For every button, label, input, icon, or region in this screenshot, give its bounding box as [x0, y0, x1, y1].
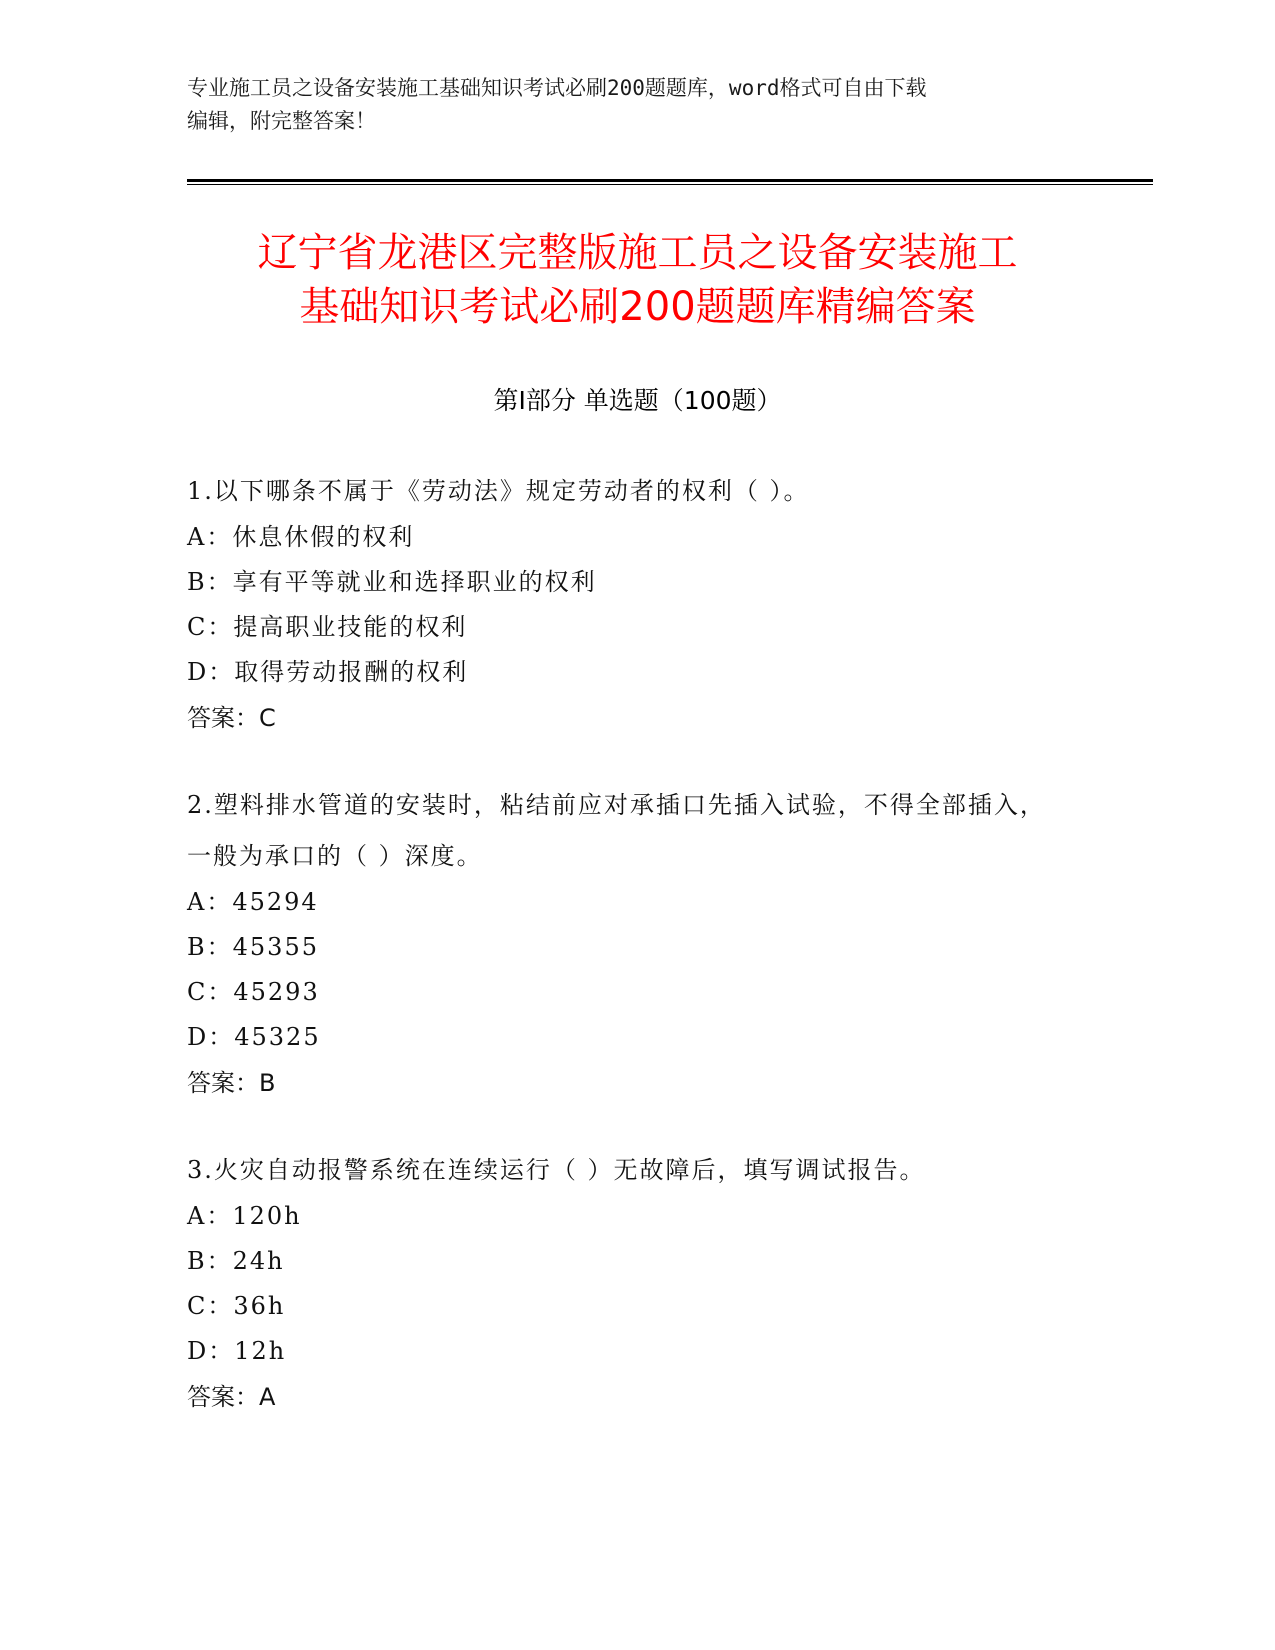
option-b: B：45355: [187, 933, 319, 961]
header-note-line: 专业施工员之设备安装施工基础知识考试必刷200题题库，word格式可自由下载: [187, 76, 927, 100]
option-d: D：45325: [187, 1023, 321, 1051]
option-b: B：24h: [187, 1247, 285, 1275]
option-a: A：120h: [187, 1202, 302, 1230]
answer-line: 答案：C: [187, 704, 276, 732]
option-c: C：45293: [187, 978, 320, 1006]
header-note-line: 编辑，附完整答案！: [187, 109, 376, 133]
header-divider: [187, 179, 1153, 182]
option-c: C：提高职业技能的权利: [187, 613, 468, 641]
option-a: A：休息休假的权利: [187, 523, 415, 551]
header-note: [187, 72, 1067, 138]
answer-line: 答案：B: [187, 1069, 276, 1097]
question-stem: 1.以下哪条不属于《劳动法》规定劳动者的权利（ ）。: [187, 477, 810, 505]
question-stem: 3.火灾自动报警系统在连续运行（ ）无故障后，填写调试报告。: [187, 1156, 926, 1184]
option-d: D：12h: [187, 1337, 287, 1365]
question-2: [187, 780, 1067, 1106]
section-heading: 第Ⅰ部分 单选题（100题）: [493, 386, 782, 415]
question-stem: 2.塑料排水管道的安装时，粘结前应对承插口先插入试验，不得全部插入，一般为承口的（ ）深度。: [187, 791, 1046, 870]
option-b: B：享有平等就业和选择职业的权利: [187, 568, 597, 596]
question-1: [187, 466, 1067, 741]
document-title-line: 基础知识考试必刷200题题库精编答案: [299, 284, 976, 330]
document-title: [150, 226, 1125, 334]
document-title-line: 辽宁省龙港区完整版施工员之设备安装施工: [257, 230, 1018, 276]
question-3: [187, 1145, 1067, 1420]
option-d: D：取得劳动报酬的权利: [187, 658, 469, 686]
answer-line: 答案：A: [187, 1383, 276, 1411]
option-a: A：45294: [187, 888, 319, 916]
question-list: [187, 472, 1067, 1465]
header-divider-thin: [187, 184, 1153, 185]
option-c: C：36h: [187, 1292, 286, 1320]
